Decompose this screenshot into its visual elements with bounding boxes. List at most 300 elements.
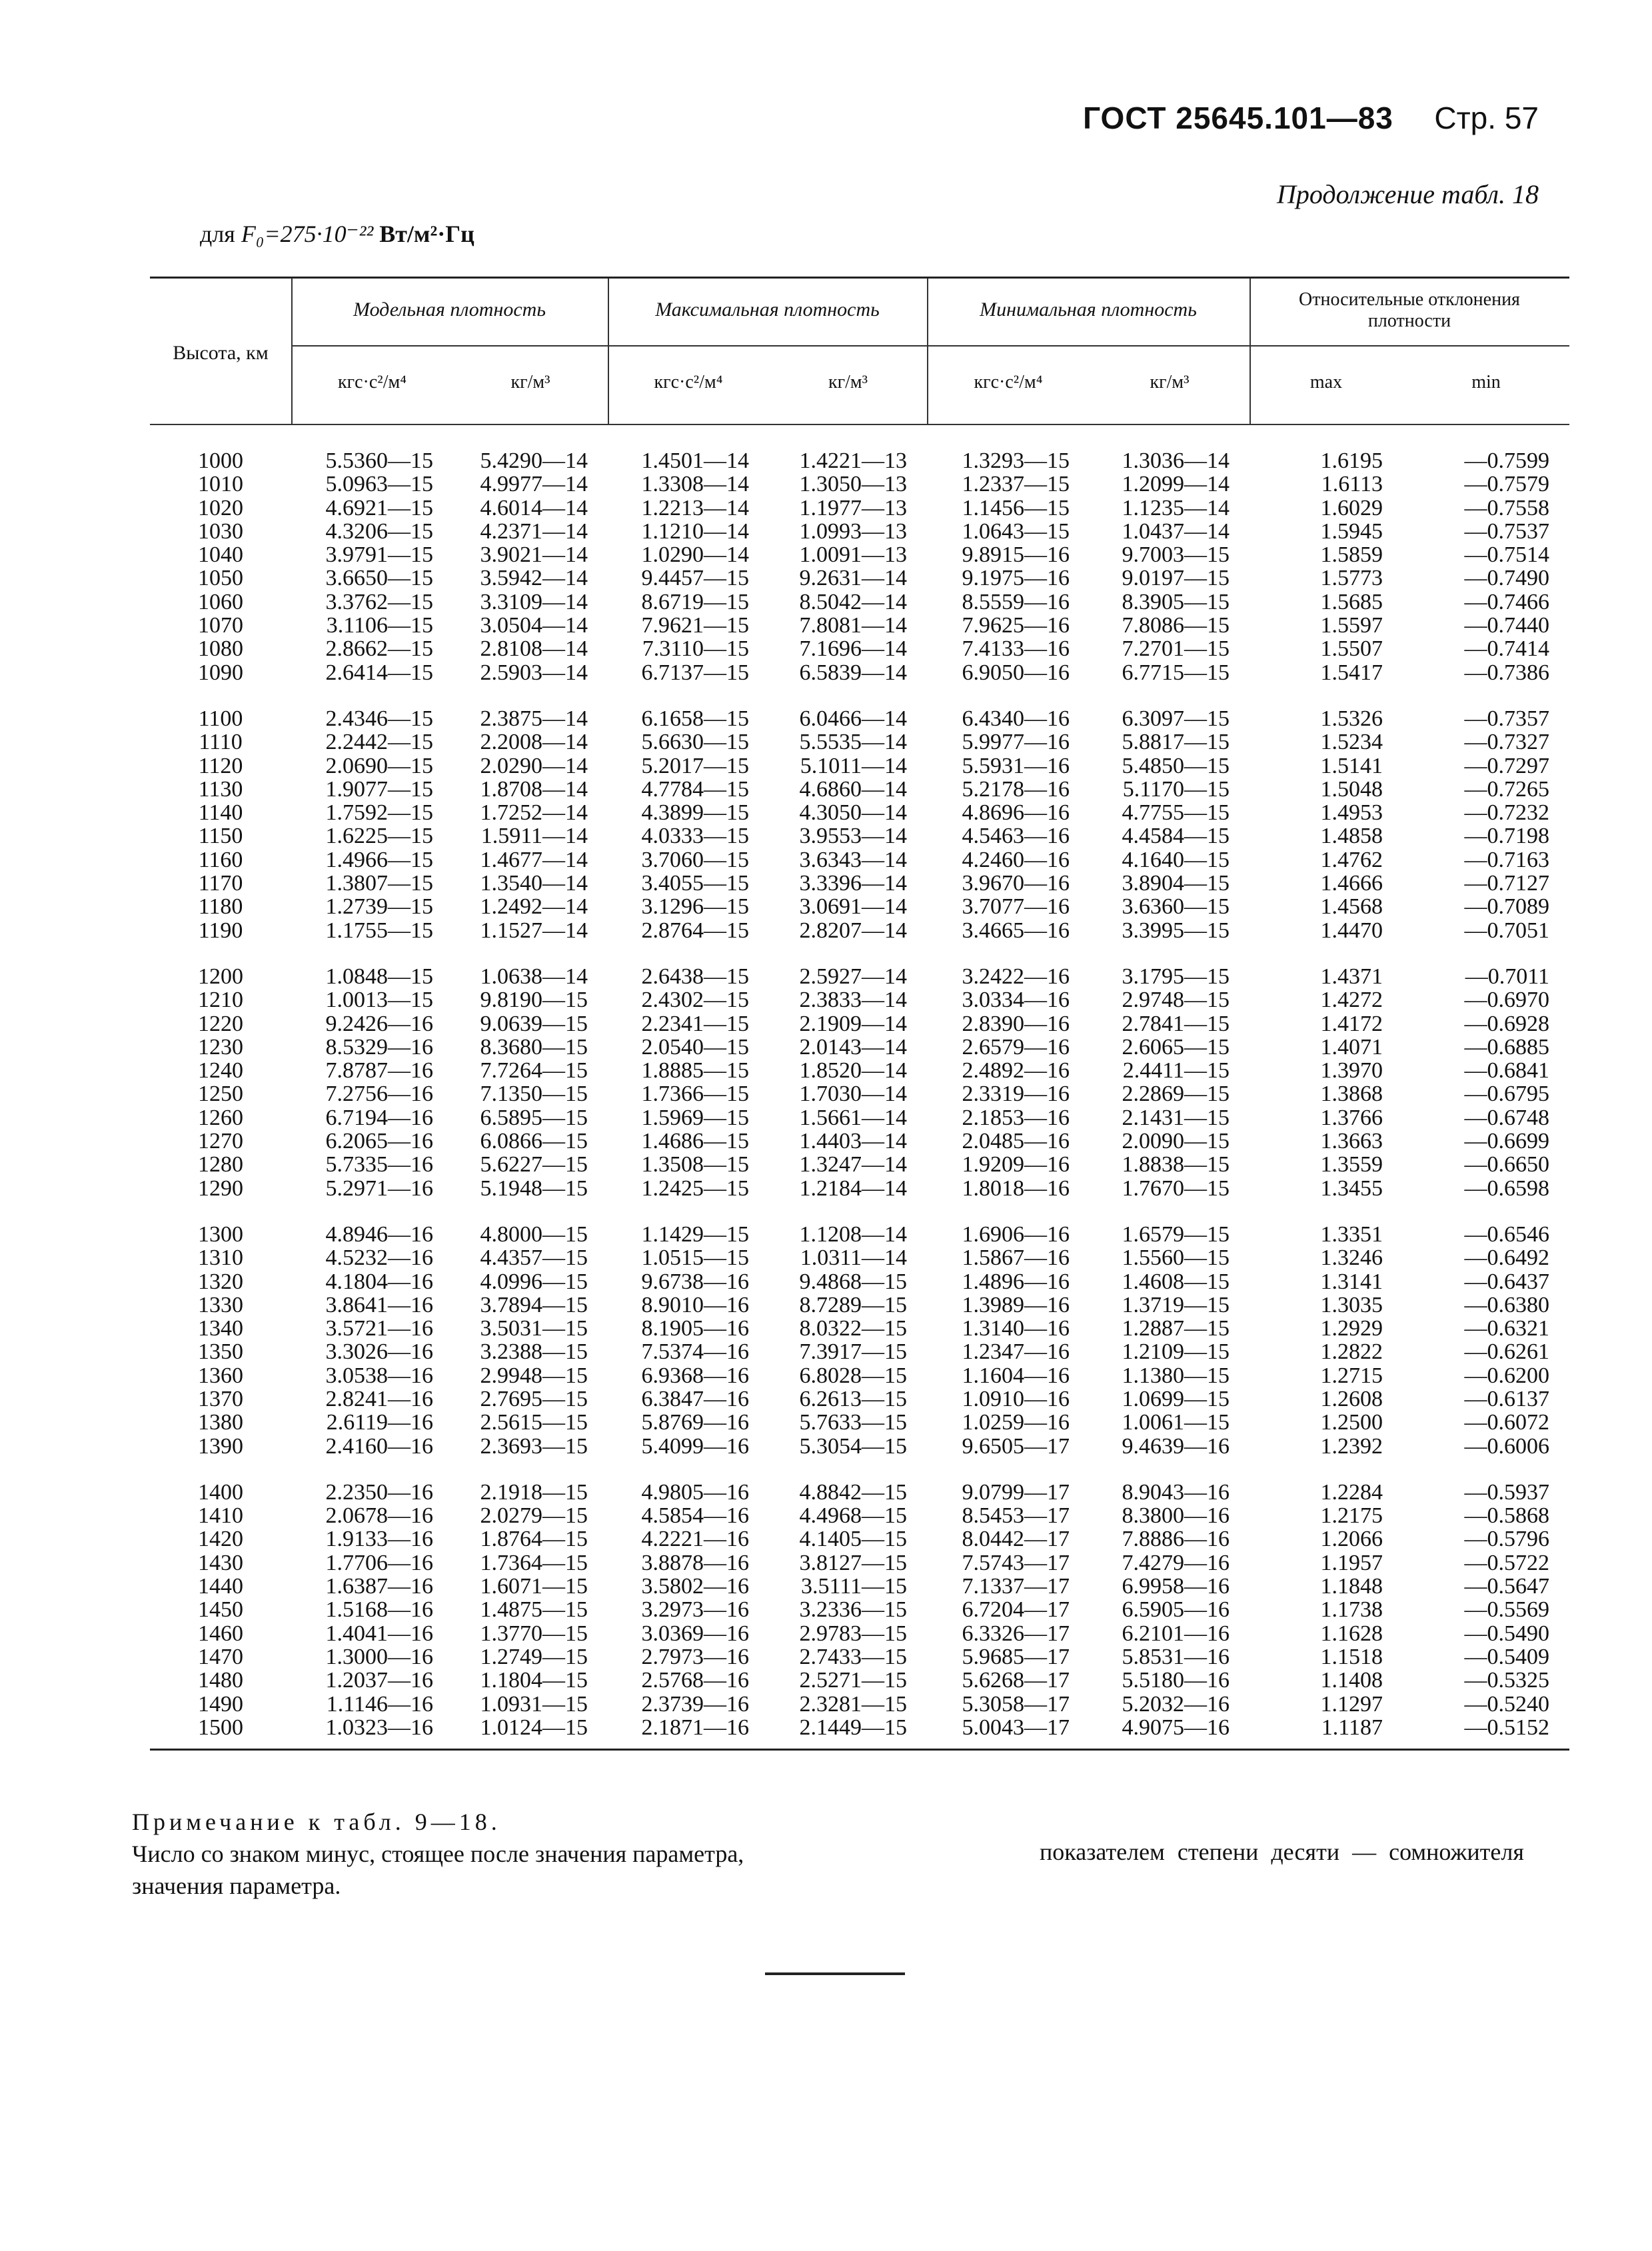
value-cell: 3.1795—15 — [1122, 964, 1230, 989]
value-cell: 1.5773 — [1320, 566, 1383, 591]
value-cell: 1.3036—14 — [1122, 448, 1230, 473]
value-cell: 4.1640—15 — [1122, 847, 1230, 872]
table-row — [150, 1364, 1569, 1387]
height-cell: 1050 — [198, 566, 243, 591]
value-cell: 1.3141 — [1320, 1269, 1383, 1294]
table-row — [150, 1317, 1569, 1340]
value-cell: 1.1429—15 — [641, 1221, 749, 1247]
table-continuation-label: Продолжение табл. 18 — [1276, 179, 1539, 209]
value-cell: 2.0279—15 — [480, 1503, 588, 1529]
value-cell: 8.5042—14 — [799, 589, 907, 614]
value-cell: 4.4357—15 — [480, 1245, 588, 1271]
value-cell: 1.2887—15 — [1122, 1316, 1230, 1341]
value-cell: 2.2008—14 — [480, 730, 588, 755]
condition-prefix: для — [200, 221, 241, 247]
value-cell: 1.1380—15 — [1122, 1363, 1230, 1388]
table-row — [150, 1012, 1569, 1036]
value-cell: 1.0290—14 — [641, 542, 749, 568]
value-cell: 2.1431—15 — [1122, 1105, 1230, 1130]
value-cell: 5.6630—15 — [641, 730, 749, 755]
value-cell: 1.2749—15 — [480, 1644, 588, 1669]
height-cell: 1480 — [198, 1668, 243, 1693]
value-cell: 1.3140—16 — [962, 1316, 1070, 1341]
height-cell: 1280 — [198, 1152, 243, 1177]
value-cell: 1.1604—16 — [962, 1363, 1070, 1388]
value-cell: 1.8838—15 — [1122, 1152, 1230, 1177]
height-cell: 1240 — [198, 1058, 243, 1084]
value-cell: 2.8108—14 — [480, 636, 588, 662]
value-cell: —0.5490 — [1464, 1621, 1549, 1646]
value-cell: 2.6579—16 — [962, 1034, 1070, 1060]
value-cell: 1.0699—15 — [1122, 1386, 1230, 1411]
value-cell: 8.3905—15 — [1122, 589, 1230, 614]
height-cell: 1430 — [198, 1550, 243, 1575]
value-cell: 2.2341—15 — [641, 1011, 749, 1036]
value-cell: 1.3868 — [1320, 1082, 1383, 1107]
value-cell: 5.8769—16 — [641, 1410, 749, 1435]
value-cell: 1.4172 — [1320, 1011, 1383, 1036]
value-cell: 3.4665—16 — [962, 918, 1070, 943]
value-cell: 1.0311—14 — [800, 1245, 907, 1271]
value-cell: 1.6387—16 — [325, 1574, 433, 1599]
value-cell: 4.3050—14 — [799, 800, 907, 826]
value-cell: 1.4041—16 — [325, 1621, 433, 1646]
value-cell: —0.7514 — [1464, 542, 1549, 568]
table-row — [150, 543, 1569, 566]
value-cell: 4.2221—16 — [641, 1527, 749, 1552]
value-cell: 9.6738—16 — [641, 1269, 749, 1294]
value-cell: 2.0690—15 — [325, 753, 433, 778]
height-cell: 1300 — [198, 1221, 243, 1247]
value-cell: 7.4279—16 — [1122, 1550, 1230, 1575]
value-cell: —0.5409 — [1464, 1644, 1549, 1669]
value-cell: 2.5768—16 — [641, 1668, 749, 1693]
value-cell: 4.6860—14 — [799, 776, 907, 802]
table-row — [150, 988, 1569, 1012]
height-cell: 1270 — [198, 1129, 243, 1154]
standard-number: ГОСТ 25645.101—83 — [1083, 101, 1393, 135]
value-cell: —0.7011 — [1465, 964, 1549, 989]
height-cell: 1410 — [198, 1503, 243, 1529]
value-cell: 1.1957 — [1320, 1550, 1383, 1575]
value-cell: 7.1350—15 — [480, 1082, 588, 1107]
value-cell: 1.2337—15 — [962, 472, 1070, 497]
value-cell: 8.1905—16 — [641, 1316, 749, 1341]
height-cell: 1070 — [198, 613, 243, 638]
height-cell: 1230 — [198, 1034, 243, 1060]
value-cell: 1.9209—16 — [962, 1152, 1070, 1177]
value-cell: 9.1975—16 — [962, 566, 1070, 591]
value-cell: 1.5685 — [1320, 589, 1383, 614]
table-row — [150, 824, 1569, 848]
value-cell: 1.4875—15 — [480, 1597, 588, 1623]
value-cell: 8.3680—15 — [480, 1034, 588, 1060]
value-cell: 1.3540—14 — [480, 871, 588, 896]
value-cell: 5.5180—16 — [1122, 1668, 1230, 1693]
value-cell: 3.9670—16 — [962, 871, 1070, 896]
value-cell: —0.5240 — [1464, 1691, 1549, 1717]
value-cell: 3.5942—14 — [480, 566, 588, 591]
value-cell: —0.6200 — [1464, 1363, 1549, 1388]
table-row — [150, 1177, 1569, 1200]
value-cell: 1.5661—14 — [799, 1105, 907, 1130]
value-cell: 3.0538—16 — [325, 1363, 433, 1388]
table-row — [150, 895, 1569, 918]
value-cell: 4.9805—16 — [641, 1479, 749, 1505]
value-cell: 1.0013—15 — [325, 988, 433, 1013]
value-cell: 2.9948—15 — [480, 1363, 588, 1388]
block-spacer — [150, 942, 1569, 965]
value-cell: 2.4302—15 — [641, 988, 749, 1013]
value-cell: 3.6650—15 — [325, 566, 433, 591]
value-cell: 3.2973—16 — [641, 1597, 749, 1623]
table-row — [150, 1669, 1569, 1692]
value-cell: —0.6699 — [1464, 1129, 1549, 1154]
value-cell: 3.5802—16 — [641, 1574, 749, 1599]
value-cell: 2.0485—16 — [962, 1129, 1070, 1154]
value-cell: 7.8787—16 — [325, 1058, 433, 1084]
value-cell: 1.1408 — [1320, 1668, 1383, 1693]
table-row — [150, 801, 1569, 824]
value-cell: 1.4501—14 — [641, 448, 749, 473]
value-cell: 2.8662—15 — [325, 636, 433, 662]
height-column-header: Высота, км — [173, 342, 269, 364]
value-cell: 1.1146—16 — [326, 1691, 433, 1717]
value-cell: 1.4470 — [1320, 918, 1383, 943]
table-row — [150, 707, 1569, 730]
height-cell: 1490 — [198, 1691, 243, 1717]
height-cell: 1250 — [198, 1082, 243, 1107]
value-cell: 7.1696—14 — [799, 636, 907, 662]
value-cell: 7.8081—14 — [799, 613, 907, 638]
value-cell: 5.0043—17 — [962, 1715, 1070, 1740]
table-row — [150, 1270, 1569, 1293]
value-cell: 3.0691—14 — [799, 894, 907, 920]
value-cell: 1.8708—14 — [480, 776, 588, 802]
value-cell: 2.8764—15 — [641, 918, 749, 943]
value-cell: 2.3319—16 — [962, 1082, 1070, 1107]
value-cell: 1.1848 — [1320, 1574, 1383, 1599]
value-cell: 8.5329—16 — [325, 1034, 433, 1060]
value-cell: 1.3508—15 — [641, 1152, 749, 1177]
value-cell: 1.7366—15 — [641, 1082, 749, 1107]
value-cell: 3.1296—15 — [641, 894, 749, 920]
value-cell: 1.3455 — [1320, 1175, 1383, 1201]
value-cell: 1.4221—13 — [799, 448, 907, 473]
group-header-deviation: Относительные отклонения плотности — [1299, 289, 1520, 332]
value-cell: 3.4055—15 — [641, 871, 749, 896]
unit-header: кгс·с²/м⁴ — [654, 372, 723, 392]
value-cell: 2.5271—15 — [799, 1668, 907, 1693]
value-cell: 2.0540—15 — [641, 1034, 749, 1060]
value-cell: 2.1853—16 — [962, 1105, 1070, 1130]
value-cell: 1.2284 — [1320, 1479, 1383, 1505]
value-cell: 1.7252—14 — [480, 800, 588, 826]
table-row — [150, 754, 1569, 778]
value-cell: 9.4639—16 — [1122, 1433, 1230, 1459]
value-cell: 7.3110—15 — [642, 636, 749, 662]
table-row — [150, 1036, 1569, 1059]
value-cell: 1.3719—15 — [1122, 1292, 1230, 1317]
unit-header: кгс·с²/м⁴ — [338, 372, 407, 392]
value-cell: 8.0322—15 — [799, 1316, 907, 1341]
value-cell: 1.1456—15 — [962, 495, 1070, 520]
value-cell: 8.3800—16 — [1122, 1503, 1230, 1529]
value-cell: 5.2178—16 — [962, 776, 1070, 802]
height-cell: 1500 — [198, 1715, 243, 1740]
value-cell: 2.0290—14 — [480, 753, 588, 778]
value-cell: 1.7592—15 — [325, 800, 433, 826]
height-cell: 1360 — [198, 1363, 243, 1388]
value-cell: —0.7051 — [1464, 918, 1549, 943]
value-cell: 2.9748—15 — [1122, 988, 1230, 1013]
table-row — [150, 1622, 1569, 1645]
value-cell: —0.7414 — [1464, 636, 1549, 662]
unit-header: кг/м³ — [1150, 372, 1190, 392]
table-row — [150, 1527, 1569, 1551]
value-cell: 4.9977—14 — [480, 472, 588, 497]
table-row — [150, 1575, 1569, 1598]
value-cell: 1.4762 — [1320, 847, 1383, 872]
value-cell: 3.7894—15 — [480, 1292, 588, 1317]
height-cell: 1420 — [198, 1527, 243, 1552]
value-cell: 1.0437—14 — [1122, 518, 1230, 544]
value-cell: 1.6225—15 — [325, 824, 433, 849]
value-cell: 1.5867—16 — [962, 1245, 1070, 1271]
value-cell: 1.4371 — [1320, 964, 1383, 989]
unit-header: max — [1309, 372, 1343, 392]
value-cell: 8.5559—16 — [962, 589, 1070, 614]
value-cell: —0.6748 — [1464, 1105, 1549, 1130]
value-cell: 3.3995—15 — [1122, 918, 1230, 943]
value-cell: —0.6795 — [1464, 1082, 1549, 1107]
value-cell: 2.3693—15 — [480, 1433, 588, 1459]
value-cell: 1.7030—14 — [799, 1082, 907, 1107]
value-cell: —0.6841 — [1464, 1058, 1549, 1084]
value-cell: 1.5945 — [1320, 518, 1383, 544]
height-cell: 1210 — [198, 988, 243, 1013]
table-row — [150, 1223, 1569, 1246]
value-cell: 2.2350—16 — [325, 1479, 433, 1505]
value-cell: 1.5141 — [1320, 753, 1383, 778]
value-cell: 5.1011—14 — [800, 753, 907, 778]
header-sub-rule — [291, 345, 1569, 347]
value-cell: 8.6719—15 — [641, 589, 749, 614]
table-row — [150, 1716, 1569, 1739]
table-header — [150, 279, 1569, 424]
height-cell: 1440 — [198, 1574, 243, 1599]
height-cell: 1130 — [198, 776, 243, 802]
value-cell: 6.0466—14 — [799, 706, 907, 731]
value-cell: 1.0910—16 — [962, 1386, 1070, 1411]
value-cell: 5.6268—17 — [962, 1668, 1070, 1693]
value-cell: —0.7386 — [1464, 660, 1549, 685]
condition-formula: F₀=275·10⁻²² — [241, 221, 374, 247]
value-cell: 1.2175 — [1320, 1503, 1383, 1529]
value-cell: 2.8207—14 — [799, 918, 907, 943]
block-spacer — [150, 1200, 1569, 1223]
value-cell: 1.3000—16 — [325, 1644, 433, 1669]
value-cell: 1.1187 — [1321, 1715, 1383, 1740]
value-cell: 1.6113 — [1321, 472, 1383, 497]
value-cell: —0.7265 — [1464, 776, 1549, 802]
value-cell: 4.4584—15 — [1122, 824, 1230, 849]
value-cell: 2.6119—16 — [326, 1410, 433, 1435]
table-row — [150, 566, 1569, 590]
value-cell: 1.2425—15 — [641, 1175, 749, 1201]
value-cell: 2.7841—15 — [1122, 1011, 1230, 1036]
value-cell: 6.7194—16 — [325, 1105, 433, 1130]
value-cell: 7.5374—16 — [641, 1339, 749, 1365]
value-cell: 1.5417 — [1320, 660, 1383, 685]
value-cell: 1.5326 — [1320, 706, 1383, 731]
value-cell: 7.3917—15 — [799, 1339, 907, 1365]
table-row — [150, 1059, 1569, 1082]
value-cell: 1.6195 — [1320, 448, 1383, 473]
value-cell: 1.3989—16 — [962, 1292, 1070, 1317]
value-cell: 3.5031—15 — [480, 1316, 588, 1341]
value-cell: —0.5796 — [1464, 1527, 1549, 1552]
value-cell: 1.1297 — [1320, 1691, 1383, 1717]
value-cell: 1.0061—15 — [1122, 1410, 1230, 1435]
value-cell: 1.4666 — [1320, 871, 1383, 896]
block-spacer — [150, 684, 1569, 707]
table-row — [150, 872, 1569, 895]
value-cell: 1.2822 — [1320, 1339, 1383, 1365]
value-cell: 1.2099—14 — [1122, 472, 1230, 497]
value-cell: 1.2066 — [1320, 1527, 1383, 1552]
value-cell: —0.7198 — [1464, 824, 1549, 849]
value-cell: 9.7003—15 — [1122, 542, 1230, 568]
value-cell: —0.7163 — [1464, 847, 1549, 872]
group-header-max: Максимальная плотность — [655, 299, 880, 321]
height-cell: 1030 — [198, 518, 243, 544]
value-cell: —0.7466 — [1464, 589, 1549, 614]
value-cell: 1.1977—13 — [799, 495, 907, 520]
table-row — [150, 1106, 1569, 1129]
value-cell: 1.2109—15 — [1122, 1339, 1230, 1365]
value-cell: 2.7973—16 — [641, 1644, 749, 1669]
table-row — [150, 449, 1569, 472]
height-cell: 1120 — [198, 753, 243, 778]
value-cell: 3.2388—15 — [480, 1339, 588, 1365]
value-cell: 1.3247—14 — [799, 1152, 907, 1177]
table-row — [150, 614, 1569, 637]
group-header-min: Минимальная плотность — [980, 299, 1197, 321]
height-cell: 1400 — [198, 1479, 243, 1505]
value-cell: 1.9133—16 — [325, 1527, 433, 1552]
value-cell: —0.7579 — [1464, 472, 1549, 497]
value-cell: 6.9050—16 — [962, 660, 1070, 685]
table-body — [150, 449, 1569, 1739]
value-cell: 6.3847—16 — [641, 1386, 749, 1411]
value-cell: —0.6970 — [1464, 988, 1549, 1013]
value-cell: 1.2392 — [1320, 1433, 1383, 1459]
height-cell: 1150 — [198, 824, 243, 849]
value-cell: 1.0259—16 — [962, 1410, 1070, 1435]
value-cell: 3.0504—14 — [480, 613, 588, 638]
value-cell: 2.6438—15 — [641, 964, 749, 989]
value-cell: 1.4677—14 — [480, 847, 588, 872]
table-row — [150, 1340, 1569, 1363]
value-cell: —0.7232 — [1464, 800, 1549, 826]
value-cell: 5.2017—15 — [641, 753, 749, 778]
value-cell: 1.4896—16 — [962, 1269, 1070, 1294]
value-cell: 4.8696—16 — [962, 800, 1070, 826]
value-cell: 3.6360—15 — [1122, 894, 1230, 920]
value-cell: 6.9368—16 — [641, 1363, 749, 1388]
value-cell: 4.8000—15 — [480, 1221, 588, 1247]
table-row — [150, 661, 1569, 684]
value-cell: 1.3293—15 — [962, 448, 1070, 473]
height-cell: 1140 — [198, 800, 243, 826]
value-cell: 2.3739—16 — [641, 1691, 749, 1717]
value-cell: 4.1405—15 — [799, 1527, 907, 1552]
value-cell: —0.6650 — [1464, 1152, 1549, 1177]
value-cell: 1.1738 — [1320, 1597, 1383, 1623]
value-cell: 9.0197—15 — [1122, 566, 1230, 591]
value-cell: 2.4160—16 — [325, 1433, 433, 1459]
value-cell: 1.1804—15 — [480, 1668, 588, 1693]
height-cell: 1390 — [198, 1433, 243, 1459]
value-cell: 1.5911—14 — [480, 824, 588, 849]
table-row — [150, 637, 1569, 660]
value-cell: 2.5927—14 — [799, 964, 907, 989]
height-cell: 1460 — [198, 1621, 243, 1646]
value-cell: —0.7297 — [1464, 753, 1549, 778]
value-cell: 1.1527—14 — [480, 918, 588, 943]
value-cell: 3.3026—16 — [325, 1339, 433, 1365]
value-cell: 2.3281—15 — [799, 1691, 907, 1717]
value-cell: 1.6906—16 — [962, 1221, 1070, 1247]
value-cell: 2.5903—14 — [480, 660, 588, 685]
unit-header: кг/м³ — [510, 372, 550, 392]
value-cell: 2.3875—14 — [480, 706, 588, 731]
height-cell: 1080 — [198, 636, 243, 662]
value-cell: 1.2608 — [1320, 1386, 1383, 1411]
height-cell: 1380 — [198, 1410, 243, 1435]
value-cell: —0.5722 — [1464, 1550, 1549, 1575]
table-row — [150, 1153, 1569, 1176]
value-cell: 6.2101—16 — [1122, 1621, 1230, 1646]
value-cell: 1.0993—13 — [799, 518, 907, 544]
value-cell: 1.1755—15 — [325, 918, 433, 943]
value-cell: 1.8018—16 — [962, 1175, 1070, 1201]
value-cell: 3.6343—14 — [799, 847, 907, 872]
height-cell: 1370 — [198, 1386, 243, 1411]
value-cell: —0.7327 — [1464, 730, 1549, 755]
value-cell: —0.6546 — [1464, 1221, 1549, 1247]
value-cell: 6.2613—15 — [799, 1386, 907, 1411]
value-cell: 3.9021—14 — [480, 542, 588, 568]
height-cell: 1320 — [198, 1269, 243, 1294]
height-cell: 1020 — [198, 495, 243, 520]
value-cell: —0.6072 — [1464, 1410, 1549, 1435]
table-note — [132, 1806, 744, 1902]
value-cell: 1.5234 — [1320, 730, 1383, 755]
value-cell: 8.9043—16 — [1122, 1479, 1230, 1505]
height-cell: 1170 — [198, 871, 243, 896]
value-cell: 1.4953 — [1320, 800, 1383, 826]
value-cell: 1.0124—15 — [480, 1715, 588, 1740]
value-cell: 2.2869—15 — [1122, 1082, 1230, 1107]
value-cell: 6.3326—17 — [962, 1621, 1070, 1646]
note-line-2: значения параметра. — [132, 1873, 341, 1899]
value-cell: 7.4133—16 — [962, 636, 1070, 662]
page-header — [1083, 100, 1539, 136]
value-cell: 2.1918—15 — [480, 1479, 588, 1505]
height-cell: 1340 — [198, 1316, 243, 1341]
